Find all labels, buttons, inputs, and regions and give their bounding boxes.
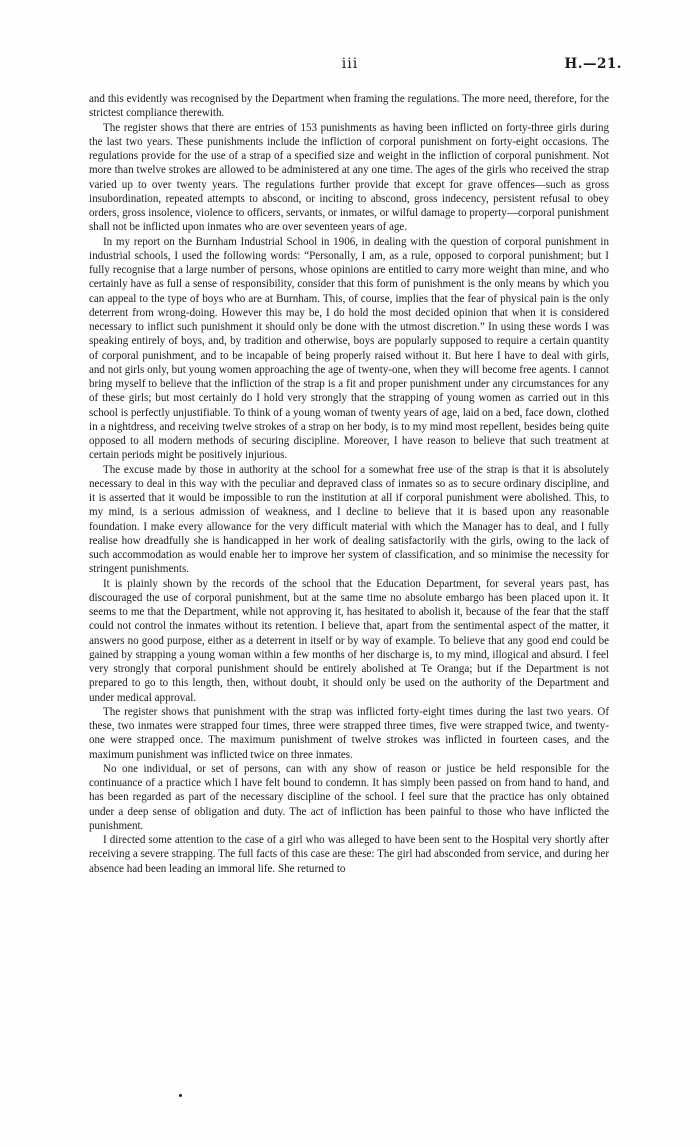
- body-text: [89, 92, 609, 876]
- paragraph-continuation: and this evidently was recognised by the Department when framing the regulations. The more need, therefore, for the strictest compliance therewith.: [89, 93, 609, 120]
- paragraph-excuse: The excuse made by those in authority at the school for a somewhat free use of the strap is that it is absolutely necessary to deal in this way with the peculiar and depraved class of inmates so as to secure ordinary discipline, and it is asserted that it would be impossible to run the institution at all if corporal punishment were abolished. This, to my mind, is a serious admission of weakness, and I decline to believe that it is based upon any reasonable foundation. I make every allowance for the very difficult material with which the Manager has to deal, and I fully realise how dreadfully she is handicapped in her work of dealing satisfactorily with the girls, owing to the lack of such accommodation as would enable her to improve her system of classification, and so minimise the necessity for stringent punishments.: [89, 463, 609, 576]
- page-number: iii: [341, 56, 359, 72]
- page-header: [0, 56, 700, 76]
- paragraph-register-punishments: The register shows that there are entries of 153 punishments as having been inflicted on forty-three girls during the last two years. These punishments include the infliction of corporal punishment on forty-eight occasions. The regulations provide for the use of a strap of a specified size and weight in the infliction of corporal punishment. Not more than twelve strokes are allowed to be administered at any one time. The ages of the girls who received the strap varied up to over twenty years. The regulations further provide that except for grave offences—such as gross insubordination, repeated attempts to abscond, or inciting to abscond, gross indecency, persistent refusal to obey orders, gross insolence, violence to officers, servants, or inmates, or wilful damage to property—corporal punishment shall not be inflicted upon inmates who are over seventeen years of age.: [89, 121, 609, 234]
- document-reference: H.—21.: [564, 56, 622, 72]
- paragraph-strap-statistics: The register shows that punishment with the strap was inflicted forty-eight times during the last two years. Of these, two inmates were strapped four times, three were strapped three times, five were strapped twice, and twenty-one were strapped once. The maximum punishment of twelve strokes was inflicted in fourteen cases, and the maximum punishment was inflicted twice on three inmates.: [89, 705, 609, 761]
- stray-mark: [179, 1094, 182, 1097]
- paragraph-education-department: It is plainly shown by the records of the school that the Education Department, for several years past, has discouraged the use of corporal punishment, but at the same time no absolute embargo has been placed upon it. It seems to me that the Department, while not approving it, has hesitated to abolish it, because of the fear that the staff could not control the inmates without its retention. I believe that, apart from the sentimental aspect of the matter, it answers no good purpose, either as a deterrent in itself or by way of example. To believe that any good end could be gained by strapping a young woman within a few months of her discharge is, to my mind, illogical and absurd. I feel very strongly that corporal punishment should be entirely abolished at Te Oranga; but if the Department is not prepared to go to this length, then, without doubt, it should only be used on the authority of the Department and under medical approval.: [89, 577, 609, 704]
- paragraph-responsibility: No one individual, or set of persons, can with any show of reason or justice be held responsible for the continuance of a practice which I have felt bound to condemn. It has simply been passed on from hand to hand, and has been regarded as part of the necessary discipline of the school. I feel sure that the practice has only obtained under a deep sense of obligation and duty. The act of infliction has been painful to those who have inflicted the punishment.: [89, 762, 609, 832]
- paragraph-hospital-case: I directed some attention to the case of a girl who was alleged to have been sent to the Hospital very shortly after receiving a severe strapping. The full facts of this case are these: The girl had absconded from service, and during her absence had been leading an immoral life. She returned to: [89, 834, 609, 875]
- paragraph-burnham-report: In my report on the Burnham Industrial School in 1906, in dealing with the question of corporal punishment in industrial schools, I used the following words: “Personally, I am, as a rule, opposed to corporal punishment; but I fully recognise that a large number of persons, whose opinions are entitled to carry more weight than mine, and who certainly have as full a sense of responsibility, consider that this form of punishment is the only means by which you can appeal to the type of boys who are at Burnham. This, of course, implies that the fear of physical pain is the only deterrent from wrong-doing. However this may be, I do hold the most decided opinion that when it is considered necessary to inflict such punishment it should only be done with the utmost discretion.” In using these words I was speaking entirely of boys, and, by tradition and otherwise, boys are popularly supposed to require a certain quantity of corporal punishment, and to be incapable of being properly raised without it. But here I have to deal with girls, and not girls only, but young women approaching the age of twenty-one, when they will become free agents. I cannot bring myself to believe that the infliction of the strap is a fit and proper punishment under any circumstances for any of these girls; but most certainly do I hold very strongly that the strapping of young women as carried out in this school is perfectly unjustifiable. To think of a young woman of twenty years of age, laid on a bed, face down, clothed in a nightdress, and receiving twelve strokes of a strap on her body, is to my mind most repellent, besides being quite opposed to all modern methods of securing discipline. Moreover, I have reason to believe that such treatment at certain periods might be positively injurious.: [89, 235, 609, 462]
